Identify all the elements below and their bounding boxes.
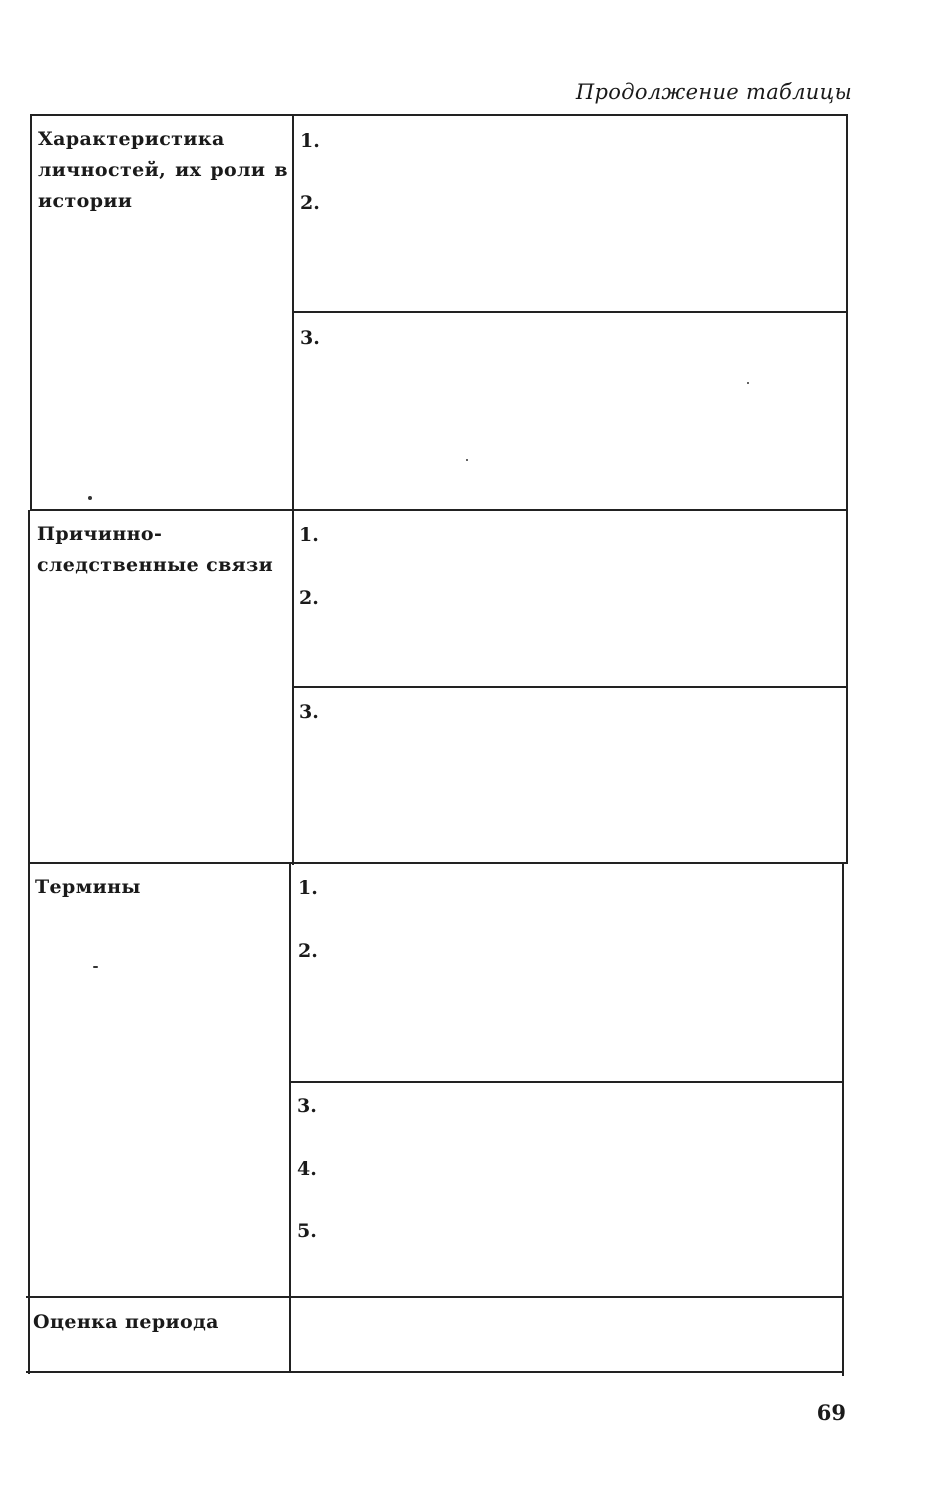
row-label-line: следственные связи bbox=[37, 554, 274, 576]
row-divider bbox=[26, 1296, 844, 1298]
table-left-border bbox=[28, 510, 30, 1374]
column-divider bbox=[292, 114, 294, 865]
item-number: 1. bbox=[298, 877, 318, 899]
item-number: 5. bbox=[297, 1220, 317, 1242]
item-number: 2. bbox=[298, 940, 318, 962]
scan-speck bbox=[747, 382, 749, 384]
item-number: 3. bbox=[299, 701, 319, 723]
page-number: 69 bbox=[816, 1400, 846, 1425]
cell-divider bbox=[290, 1081, 844, 1083]
row-divider bbox=[28, 862, 846, 864]
table-continuation-caption: Продолжение таблицы bbox=[575, 80, 852, 104]
item-number: 1. bbox=[299, 524, 319, 546]
item-number: 1. bbox=[300, 130, 320, 152]
item-number: 3. bbox=[297, 1095, 317, 1117]
cell-divider bbox=[293, 311, 847, 313]
cell-divider bbox=[293, 686, 846, 688]
item-number: 3. bbox=[300, 327, 320, 349]
row-label: Термины bbox=[35, 876, 141, 898]
scan-speck bbox=[93, 966, 98, 968]
item-number: 2. bbox=[300, 192, 320, 214]
item-number: 4. bbox=[297, 1158, 317, 1180]
table-right-border bbox=[842, 863, 844, 1376]
item-number: 2. bbox=[299, 587, 319, 609]
table-top-border bbox=[31, 114, 848, 116]
row-label-line: Причинно- bbox=[37, 523, 163, 545]
row-label bbox=[37, 519, 287, 581]
table-left-border bbox=[30, 114, 32, 511]
row-label: Характеристика личностей, их роли в истории bbox=[38, 128, 288, 212]
table-right-border bbox=[846, 114, 848, 864]
scan-speck bbox=[466, 459, 468, 461]
row-divider bbox=[30, 509, 848, 511]
scan-speck bbox=[88, 496, 92, 500]
table-bottom-border bbox=[26, 1371, 844, 1373]
row-label: Оценка периода bbox=[33, 1311, 219, 1333]
